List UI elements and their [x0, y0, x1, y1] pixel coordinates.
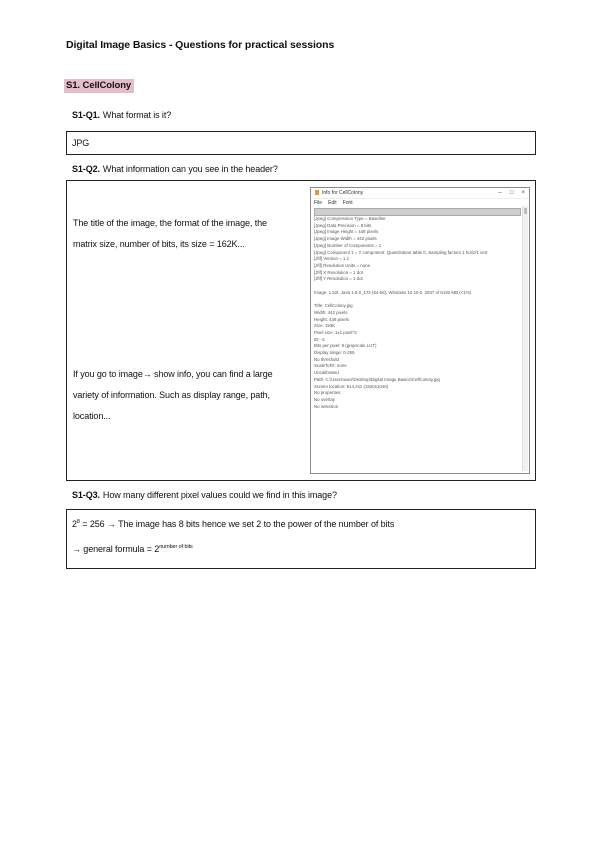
question-3 — [72, 490, 337, 500]
answer-3-base: 2 — [72, 519, 77, 529]
question-3-id: S1-Q3. — [72, 490, 100, 500]
info-line: Pixel size: 1x1 pixel^2 — [314, 329, 357, 335]
info-line — [314, 296, 521, 303]
minimize-icon[interactable]: – — [498, 190, 502, 196]
info-line: Uncalibrated — [314, 370, 339, 376]
info-line: Screen location: 514,211 (1920x1040) — [314, 383, 389, 389]
answer-3-explanation: = 256 → The image has 8 bits hence we set 2 to the power of the number of bits — [82, 519, 395, 529]
info-window-text-area[interactable] — [314, 216, 521, 471]
answer-1-box — [66, 131, 536, 155]
question-1-text: What format is it? — [102, 110, 172, 120]
answer-3-box — [66, 509, 536, 569]
info-line: No properties — [314, 390, 341, 396]
image-info-window — [310, 187, 530, 474]
info-line: [Jpeg] Number of Components = 1 — [314, 242, 382, 248]
info-line: Image: 1.52t, Java 1.8.0_172 (64-bit), Windows 10 10.0, 2047 of 8192 MB (<1%) — [314, 289, 472, 295]
answer-1-text: JPG — [72, 138, 90, 148]
info-line: [Jpeg] Image Width = 442 pixels — [314, 236, 377, 242]
info-line: [Jpeg] Data Precision = 8 bits — [314, 222, 372, 228]
close-icon[interactable]: × — [521, 190, 525, 196]
question-3-text: How many different pixel values could we find in this image? — [102, 490, 337, 500]
info-window-menubar — [311, 199, 529, 207]
info-window-search-bar[interactable] — [314, 208, 521, 216]
maximize-icon[interactable]: □ — [509, 190, 514, 196]
info-line: Bits per pixel: 8 (grayscale LUT) — [314, 343, 377, 349]
info-line: No selection — [314, 403, 339, 409]
question-2 — [72, 164, 278, 174]
info-line: No overlay — [314, 396, 335, 402]
question-2-id: S1-Q2. — [72, 164, 100, 174]
info-line: ScaleToFit: none — [314, 363, 347, 369]
imagej-app-icon — [315, 190, 319, 195]
menu-font[interactable]: Font — [342, 200, 353, 206]
info-line: Height: 448 pixels — [314, 316, 349, 322]
answer-2-line: The title of the image, the format of the image, the — [73, 218, 267, 228]
info-line: ID: -2 — [314, 336, 325, 342]
info-line: [Jpeg] Compression Type = Baseline — [314, 216, 386, 221]
info-line: [Jfif] Version = 1.1 — [314, 256, 350, 262]
answer-2-line: location... — [73, 411, 111, 421]
info-line: Title: CellColony.jpg — [314, 303, 353, 309]
answer-3-line-2 — [72, 537, 193, 560]
info-line: [Jfif] X Resolution = 1 dot — [314, 269, 363, 275]
answer-3-formula: → general formula = 2 — [72, 544, 160, 554]
menu-edit[interactable]: Edit — [328, 200, 337, 206]
window-controls — [491, 188, 525, 198]
info-line: Display range: 0-255 — [314, 350, 355, 356]
answer-2-paragraph-1 — [73, 213, 267, 255]
info-window-titlebar — [311, 188, 529, 199]
menu-file[interactable]: File — [314, 200, 323, 206]
info-line: [Jpeg] Image Height = 448 pixels — [314, 229, 379, 235]
answer-2-line: matrix size, number of bits, its size = 162K... — [73, 239, 245, 249]
info-line: [Jfif] Resolution Units = none — [314, 262, 371, 268]
answer-3-line-1 — [72, 512, 394, 535]
info-window-scrollbar[interactable] — [522, 206, 528, 471]
answer-2-paragraph-2 — [73, 364, 273, 427]
answer-3-exponent: 8 — [76, 519, 80, 525]
answer-2-line: If you go to image→ show info, you can find a large — [73, 369, 273, 379]
info-line: [Jfif] Y Resolution = 1 dot — [314, 276, 363, 282]
info-line: Size: 193K — [314, 323, 336, 329]
info-line: Path: C:\Users\user\Desktop\Digital Image Basics\CellColony.jpg — [314, 376, 440, 382]
document-title: Digital Image Basics - Questions for practical sessions — [66, 39, 335, 51]
info-line — [314, 283, 521, 290]
answer-2-line: variety of information. Such as display range, path, — [73, 390, 270, 400]
question-1-id: S1-Q1. — [72, 110, 100, 120]
question-2-text: What information can you see in the header? — [102, 164, 278, 174]
answer-3-formula-exponent: number of bits — [159, 544, 193, 550]
section-heading: S1. CellColony — [64, 79, 134, 93]
info-line: Width: 442 pixels — [314, 309, 348, 315]
info-line: No threshold — [314, 356, 339, 362]
info-line: [Jpeg] Component 1 = Y component: Quantization table 0, Sampling factors 1 horiz/1 vert — [314, 249, 488, 255]
scrollbar-thumb[interactable] — [524, 208, 527, 214]
question-1 — [72, 110, 171, 120]
info-window-title: Info for CellColony — [322, 190, 364, 196]
